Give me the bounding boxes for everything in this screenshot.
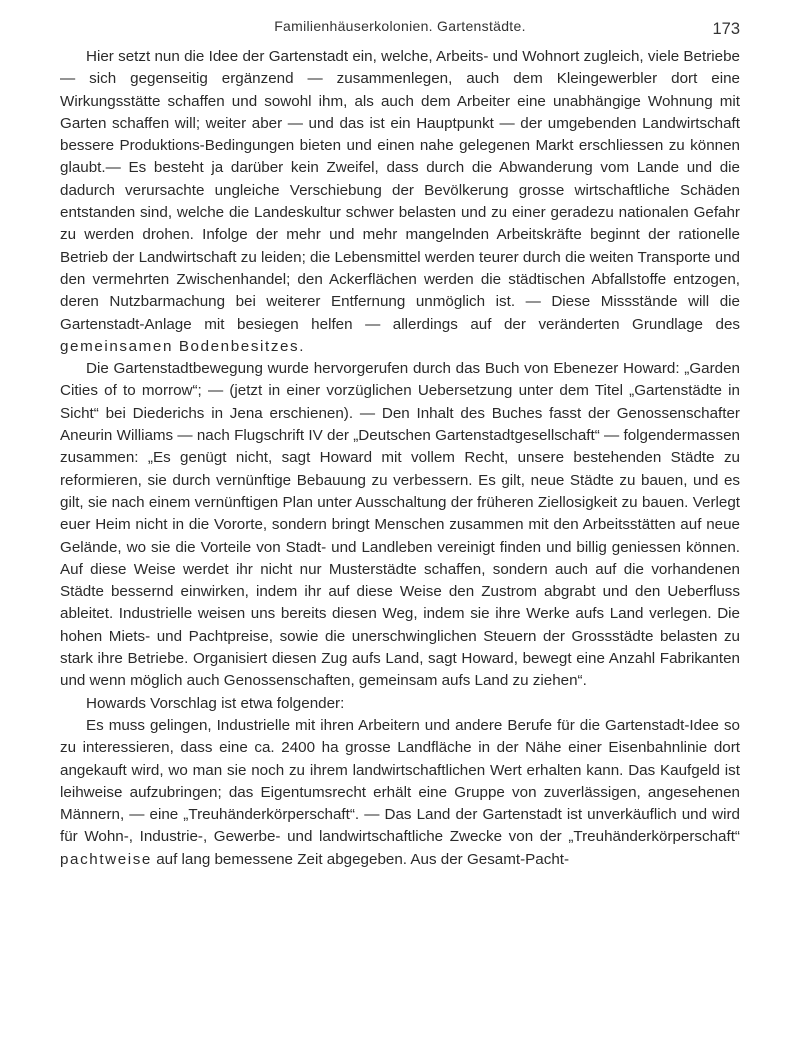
paragraph-2: Die Gartenstadtbewegung wurde hervorgerufen durch das Buch von Ebenezer Howard: „Garden Cities of to morrow“; — (jetzt in einer vorzüglichen Uebersetzung unter dem Titel „Gartenstädte in Sicht“ bei Diederichs in Jena erschienen). — Den Inhalt des Buches fasst der Genossenschafter Aneurin Williams — nach Flugschrift IV der „Deutschen Gartenstadtgesellschaft“ — folgendermassen zusammen: „Es genügt nicht, sagt Howard mit vollem Recht, unsere bestehenden Städte zu reformieren, sie durch vernünftige Bebauung zu verbessern. Es gilt, neue Städte zu bauen, und es gilt, sie nach einem vernünftigen Plan unter Ausschaltung der früheren Ziellosigkeit zu bauen. Verlegt euer Heim nicht in die Vororte, sondern bringt Menschen zusammen mit den Arbeitsstätten auf neue Gelände, wo sie die Vorteile von Stadt- und Landleben vereinigt finden und billig geniessen können. Auf diese Weise werdet ihr nicht nur Musterstädte schaffen, sondern auch auf die vorhandenen Städte bessernd einwirken, indem ihr auf diese Weise den Zustrom abgrabt und den Ueberfluss ableitet. Industrielle weisen uns bereits diesen Weg, indem sie ihre Werke aufs Land verlegen. Die hohen Miets- und Pachtpreise, sowie die unerschwinglichen Steuern der Grossstädte belasten zu stark ihre Betriebe. Organisiert diesen Zug aufs Land, sagt Howard, bewegt eine Anzahl Fabrikanten und wenn möglich auch Genossenschaften, gemeinsam aufs Land zu ziehen“. [60,360,740,690]
page-number: 173 [712,20,740,38]
running-head [60,18,740,40]
paragraph-4-end: auf lang bemessene Zeit abgegeben. Aus der Gesamt-Pacht- [156,850,570,868]
paragraph-1-text: Hier setzt nun die Idee der Gartenstadt ein, welche, Arbeits- und Wohnort zugleich, viele Betriebe — sich gegenseitig ergänzend — zusammenlegen, auch dem Kleingewerbler dort eine Wirkungsstätte schaffen und sowohl ihm, als auch dem Arbeiter eine unabhängige Wohnung mit Garten schaffen will; weiter aber — und das ist ein Hauptpunkt — der umgebenden Landwirtschaft bessere Produktions-Bedingungen bieten und einen nahe gelegenen Markt erschliessen zu können glaubt.— Es besteht ja darüber kein Zweifel, dass durch die Abwanderung vom Lande und die dadurch verursachte ungleiche Verschiebung der Bevölkerung grosse wirtschaftliche Schäden entstanden sind, welche die Landeskultur schwer belasten und zu einer geradezu nationalen Gefahr zu werden drohen. Infolge der mehr und mehr mangelnden Arbeitskräfte beginnt der rationelle Betrieb der Landwirtschaft zu leiden; die Lebensmittel werden teurer durch die weiten Transporte und den vermehrten Zwischenhandel; den Ackerflächen werden die städtischen Abfallstoffe entzogen, deren Nutzbarmachung bei weiterer Entfernung unmöglich ist. — Diese Missstände will die Gartenstadt-Anlage mit besiegen helfen — allerdings auf der veränderten Grundlage des [60,48,740,333]
paragraph-1 [60,46,740,358]
paragraph-4 [60,715,740,871]
running-title: Familienhäuserkolonien. Gartenstädte. [274,18,526,34]
paragraph-4-text: Es muss gelingen, Industrielle mit ihren Arbeitern und andere Berufe für die Gartenstadt-Idee so zu interessieren, dass eine ca. 2400 ha grosse Landfläche in der Nähe einer Eisenbahnlinie dort angekauft wird, wo man sie noch zu ihrem landwirtschaftlichen Wert erhalten kann. Das Kaufgeld ist leihweise aufzubringen; das Eigentumsrecht erhält eine Gruppe von zuverlässigen, angesehenen Männern, — eine „Treuhänderkörperschaft“. — Das Land der Gartenstadt ist unverkäuflich und wird für Wohn-, Industrie-, Gewerbe- und landwirtschaftliche Zwecke von der „Treuhänderkörperschaft“ [60,716,740,846]
paragraph-1-end: . [299,337,304,355]
emphasis-gemeinsamen-bodenbesitzes: gemeinsamen Bodenbesitzes [60,337,300,355]
emphasis-pachtweise: pachtweise [60,850,152,868]
paragraph-3: Howards Vorschlag ist etwa folgender: [86,694,345,712]
body-text [60,46,740,871]
